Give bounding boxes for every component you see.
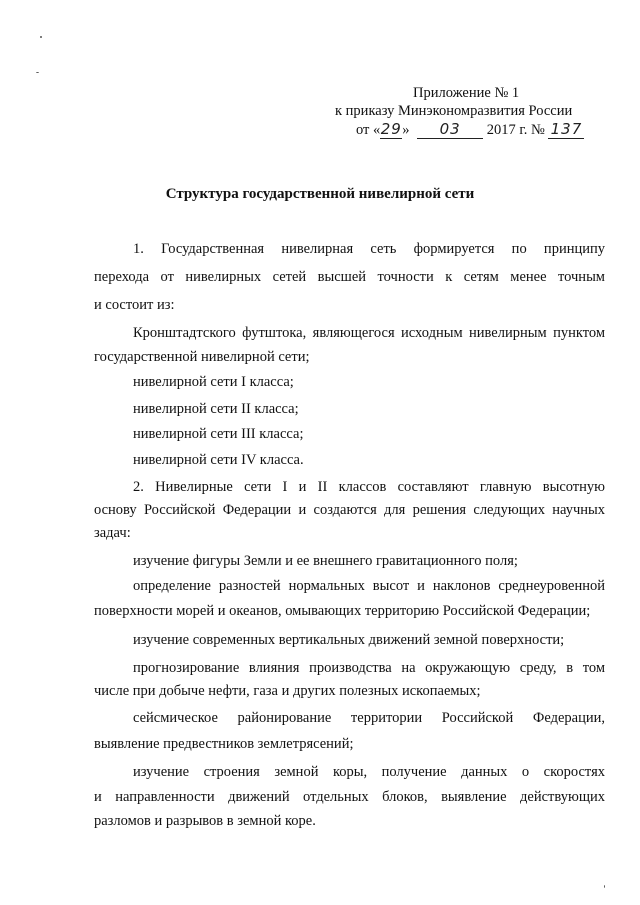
task-crust-structure-line-1: изучение строения земной коры, получение данных о скоростях <box>133 764 605 780</box>
paragraph-1-line-1: 1. Государственная нивелирная сеть формируется по принципу <box>133 241 605 257</box>
list-item-class-1: нивелирной сети I класса; <box>133 374 294 390</box>
order-number: 137 <box>548 120 584 139</box>
order-reference: к приказу Минэкономразвития России <box>335 103 573 119</box>
date-quote-close: » <box>402 122 410 138</box>
order-date-line <box>356 120 584 139</box>
list-item-class-3: нивелирной сети III класса; <box>133 426 304 442</box>
task-seismic-line-1: сейсмическое районирование территории Российской Федерации, <box>133 710 605 726</box>
date-prefix: от « <box>356 122 381 138</box>
date-month: 03 <box>417 120 483 139</box>
document-title: Структура государственной нивелирной сети <box>165 186 475 202</box>
task-seismic-line-2: выявление предвестников землетрясений; <box>94 736 354 752</box>
date-year: 2017 г. № <box>486 122 545 138</box>
paragraph-1-line-2: перехода от нивелирных сетей высшей точности к сетям менее точным <box>94 269 605 285</box>
paragraph-2-line-1: 2. Нивелирные сети I и II классов составляют главную высотную <box>133 479 605 495</box>
task-forecasting-line-1: прогнозирование влияния производства на окружающую среду, в том <box>133 660 605 676</box>
paragraph-2-line-2: основу Российской Федерации и создаются для решения следующих научных <box>94 502 605 518</box>
task-forecasting-line-2: числе при добыче нефти, газа и других полезных ископаемых; <box>94 683 481 699</box>
task-height-differences-line-1: определение разностей нормальных высот и наклонов среднеуровенной <box>133 578 605 594</box>
list-item-futshtok-line-1: Кронштадтского футштока, являющегося исходным нивелирным пунктом <box>133 325 605 341</box>
task-vertical-movements: изучение современных вертикальных движений земной поверхности; <box>133 632 565 648</box>
task-crust-structure-line-2: и направленности движений отдельных блоков, выявление действующих <box>94 789 605 805</box>
paragraph-2-line-3: задач: <box>94 525 131 541</box>
task-height-differences-line-2: поверхности морей и океанов, омывающих территорию Российской Федерации; <box>94 603 591 619</box>
scan-speck <box>36 72 39 73</box>
list-item-class-4: нивелирной сети IV класса. <box>133 452 304 468</box>
task-earth-figure: изучение фигуры Земли и ее внешнего гравитационного поля; <box>133 553 518 569</box>
scan-speck <box>40 36 42 38</box>
list-item-futshtok-line-2: государственной нивелирной сети; <box>94 349 310 365</box>
task-crust-structure-line-3: разломов и разрывов в земной коре. <box>94 813 316 829</box>
date-day: 29 <box>380 120 402 138</box>
scan-speck <box>604 885 605 888</box>
list-item-class-2: нивелирной сети II класса; <box>133 401 299 417</box>
paragraph-1-line-3: и состоит из: <box>94 297 175 313</box>
appendix-label: Приложение № 1 <box>413 85 520 101</box>
